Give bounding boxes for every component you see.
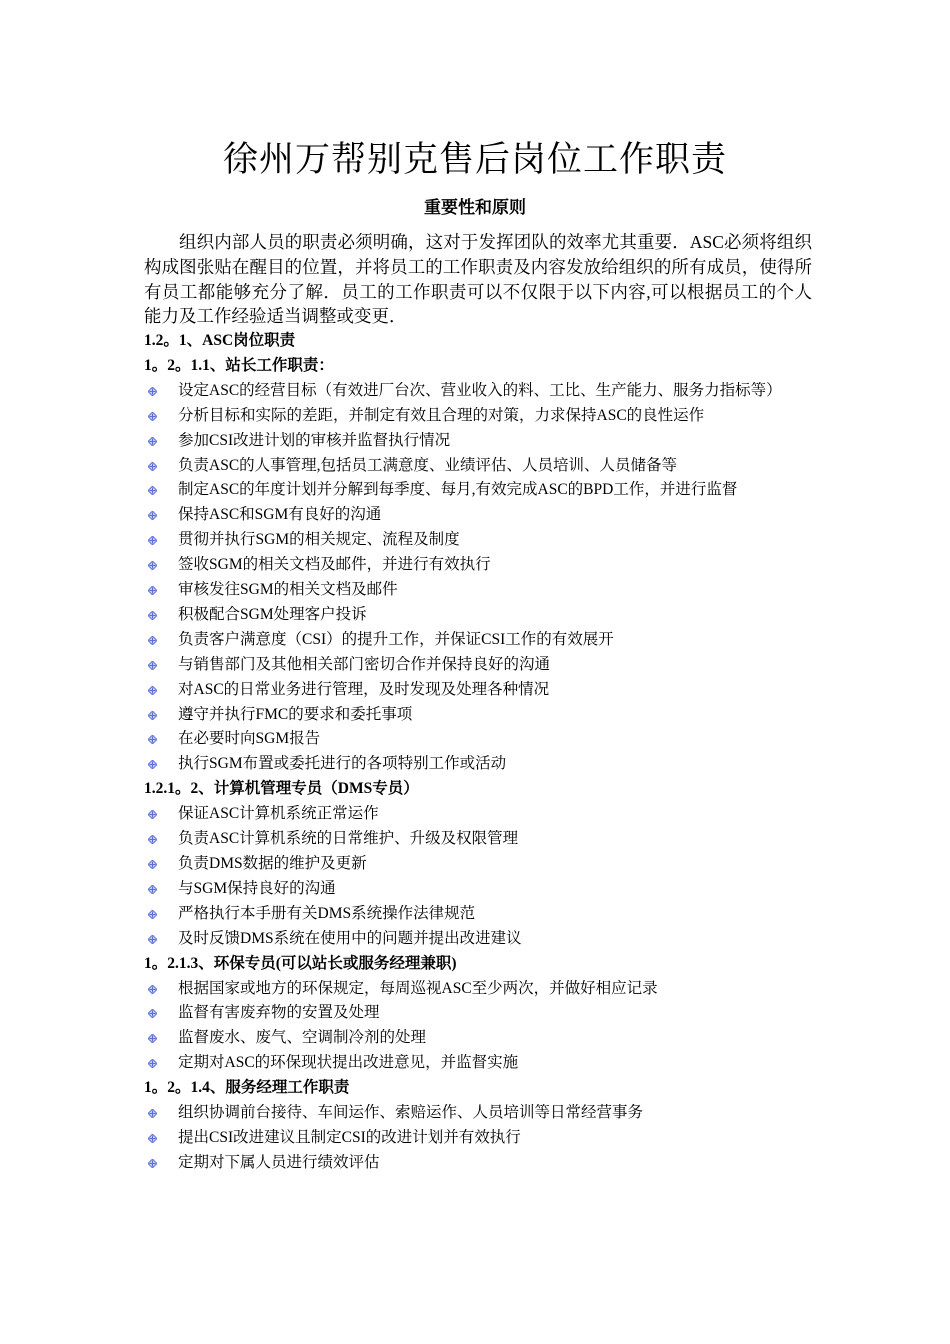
diamond-bullet-icon	[148, 1059, 157, 1068]
diamond-bullet-icon	[148, 561, 157, 570]
diamond-bullet-icon	[148, 412, 157, 421]
list-item	[144, 603, 814, 628]
list-item-text: 负责DMS数据的维护及更新	[178, 854, 367, 872]
document-body	[144, 329, 814, 1176]
list-item-text: 监督有害废弃物的安置及处理	[178, 1004, 380, 1022]
diamond-bullet-icon	[148, 935, 157, 944]
list-item	[144, 1151, 814, 1176]
diamond-bullet-icon	[148, 711, 157, 720]
diamond-bullet-icon	[148, 661, 157, 670]
diamond-bullet-icon	[148, 1034, 157, 1043]
list-item	[144, 503, 814, 528]
section-heading: 1。2。1.1、站长工作职责：	[144, 356, 334, 374]
diamond-bullet-icon	[148, 536, 157, 545]
list-item-text: 执行SGM布置或委托进行的各项特别工作或活动	[178, 755, 507, 773]
section-heading: 1。2.1.3、环保专员(可以站长或服务经理兼职)	[144, 954, 457, 972]
diamond-bullet-icon	[148, 437, 157, 446]
list-item-text: 与销售部门及其他相关部门密切合作并保持良好的沟通	[178, 655, 551, 673]
list-item	[144, 877, 814, 902]
list-item-text: 定期对下属人员进行绩效评估	[178, 1153, 380, 1171]
list-item-text: 负责ASC的人事管理,包括员工满意度、业绩评估、人员培训、人员储备等	[178, 456, 678, 474]
list-item	[144, 1026, 814, 1051]
list-item	[144, 1126, 814, 1151]
list-item	[144, 902, 814, 927]
diamond-bullet-icon	[148, 760, 157, 769]
diamond-bullet-icon	[148, 885, 157, 894]
diamond-bullet-icon	[148, 835, 157, 844]
list-item-text: 遵守并执行FMC的要求和委托事项	[178, 705, 413, 723]
list-item	[144, 404, 814, 429]
list-item	[144, 454, 814, 479]
list-item-text: 严格执行本手册有关DMS系统操作法律规范	[178, 904, 476, 922]
list-item	[144, 578, 814, 603]
list-item-text: 设定ASC的经营目标（有效进厂台次、营业收入的料、工比、生产能力、服务力指标等）	[178, 381, 782, 399]
list-item	[144, 553, 814, 578]
diamond-bullet-icon	[148, 511, 157, 520]
diamond-bullet-icon	[148, 985, 157, 994]
section	[144, 354, 814, 777]
section	[144, 329, 814, 354]
section	[144, 1076, 814, 1176]
list-item-text: 对ASC的日常业务进行管理，及时发现及处理各种情况	[178, 680, 550, 698]
section-heading: 1.2.1。2、计算机管理专员（DMS专员）	[144, 780, 419, 798]
bullet-list	[144, 1101, 814, 1176]
diamond-bullet-icon	[148, 910, 157, 919]
list-item-text: 及时反馈DMS系统在使用中的问题并提出改进建议	[178, 929, 522, 947]
diamond-bullet-icon	[148, 486, 157, 495]
diamond-bullet-icon	[148, 1009, 157, 1018]
list-item-text: 保持ASC和SGM有良好的沟通	[178, 506, 382, 524]
list-item	[144, 1101, 814, 1126]
list-item	[144, 977, 814, 1002]
list-item-text: 提出CSI改进建议且制定CSI的改进计划并有效执行	[178, 1128, 521, 1146]
bullet-list	[144, 977, 814, 1077]
list-item	[144, 927, 814, 952]
list-item	[144, 429, 814, 454]
document-subtitle: 重要性和原则	[424, 198, 526, 217]
diamond-bullet-icon	[148, 611, 157, 620]
list-item-text: 与SGM保持良好的沟通	[178, 879, 336, 897]
section-heading: 1。2。1.4、服务经理工作职责	[144, 1079, 350, 1097]
list-item-text: 积极配合SGM处理客户投诉	[178, 605, 367, 623]
diamond-bullet-icon	[148, 586, 157, 595]
diamond-bullet-icon	[148, 1159, 157, 1168]
list-item-text: 制定ASC的年度计划并分解到每季度、每月,有效完成ASC的BPD工作，并进行监督	[178, 481, 738, 499]
section	[144, 777, 814, 951]
list-item	[144, 752, 814, 777]
list-item	[144, 653, 814, 678]
bullet-list	[144, 379, 814, 778]
diamond-bullet-icon	[148, 735, 157, 744]
diamond-bullet-icon	[148, 387, 157, 396]
list-item-text: 贯彻并执行SGM的相关规定、流程及制度	[178, 531, 460, 549]
list-item-text: 监督废水、废气、空调制冷剂的处理	[178, 1029, 427, 1047]
list-item-text: 根据国家或地方的环保规定，每周巡视ASC至少两次，并做好相应记录	[178, 979, 658, 997]
list-item	[144, 727, 814, 752]
list-item	[144, 379, 814, 404]
list-item	[144, 1051, 814, 1076]
list-item	[144, 802, 814, 827]
diamond-bullet-icon	[148, 860, 157, 869]
list-item-text: 定期对ASC的环保现状提出改进意见，并监督实施	[178, 1054, 519, 1072]
diamond-bullet-icon	[148, 810, 157, 819]
document-title: 徐州万帮别克售后岗位工作职责	[222, 140, 727, 179]
list-item-text: 负责客户满意度（CSI）的提升工作，并保证CSI工作的有效展开	[178, 630, 614, 648]
list-item-text: 参加CSI改进计划的审核并监督执行情况	[178, 431, 451, 449]
list-item	[144, 852, 814, 877]
diamond-bullet-icon	[148, 462, 157, 471]
section-heading: 1.2。1、ASC岗位职责	[144, 332, 296, 349]
list-item	[144, 478, 814, 503]
list-item-text: 保证ASC计算机系统正常运作	[178, 805, 379, 823]
list-item	[144, 528, 814, 553]
list-item	[144, 827, 814, 852]
list-item-text: 负责ASC计算机系统的日常维护、升级及权限管理	[178, 830, 519, 848]
list-item-text: 组织协调前台接待、车间运作、索赔运作、人员培训等日常经营事务	[178, 1104, 644, 1122]
section	[144, 952, 814, 1077]
list-item-text: 签收SGM的相关文档及邮件，并进行有效执行	[178, 556, 491, 574]
bullet-list	[144, 802, 814, 951]
intro-paragraph: 组织内部人员的职责必须明确，这对于发挥团队的效率尤其重要．ASC必须将组织构成图张贴在醒目的位置，并将员工的工作职责及内容发放给组织的所有成员，使得所有员工都能够充分了解．员工的工作职责可以不仅限于以下内容,可以根据员工的个人能力及工作经验适当调整或变更．	[144, 232, 812, 327]
diamond-bullet-icon	[148, 636, 157, 645]
list-item	[144, 703, 814, 728]
list-item-text: 在必要时向SGM报告	[178, 730, 321, 748]
diamond-bullet-icon	[148, 1134, 157, 1143]
diamond-bullet-icon	[148, 1109, 157, 1118]
diamond-bullet-icon	[148, 686, 157, 695]
list-item	[144, 678, 814, 703]
list-item	[144, 1001, 814, 1026]
list-item-text: 审核发往SGM的相关文档及邮件	[178, 581, 398, 599]
list-item-text: 分析目标和实际的差距，并制定有效且合理的对策，力求保持ASC的良性运作	[178, 406, 705, 424]
list-item	[144, 628, 814, 653]
